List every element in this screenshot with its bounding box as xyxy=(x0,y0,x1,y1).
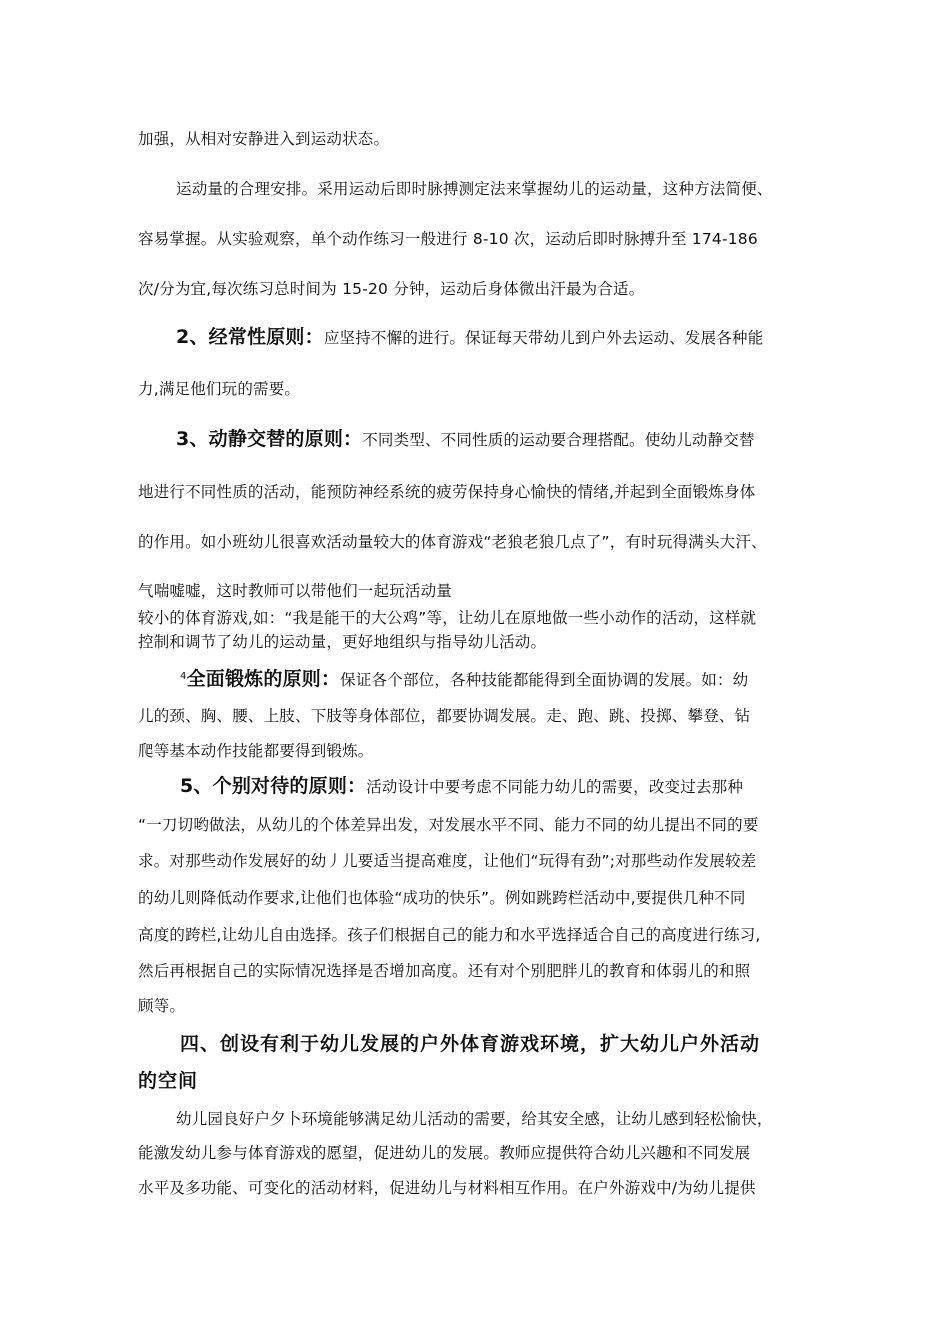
principle-text: 保证各个部位，各种技能都能得到全面协调的发展。如：幼 xyxy=(340,671,749,690)
text-line: 水平及多功能、可变化的活动材料，促进幼儿与材料相互作用。在户外游戏中/为幼儿提供 xyxy=(138,1179,756,1197)
text-line: 的作用。如小班幼儿很喜欢活动量较大的体育游戏“老狼老狼几点了”，有时玩得满头大汗、 xyxy=(138,533,767,551)
principle-5 xyxy=(180,775,743,798)
text-line: 幼儿园良好户夕卜环境能够满足幼儿活动的需要，给其安全感，让幼儿感到轻松愉快， xyxy=(176,1110,773,1128)
principle-text: 活动设计中要考虑不同能力幼儿的需要，改变过去那种 xyxy=(366,778,744,796)
text-line: 气喘嘘嘘，这时教师可以带他们一起玩活动量 xyxy=(138,582,453,600)
text-line: 的幼儿则降低动作要求,让他们也体验“成功的快乐”。例如跳跨栏活动中,要提供几种不同 xyxy=(138,889,746,907)
text-line: 儿的颈、胸、腰、上肢、下肢等身体部位，都要协调发展。走、跑、跳、投掷、攀登、钻 xyxy=(138,707,751,725)
principle-heading: 5、个别对待的原则： xyxy=(180,775,367,797)
text-line: 求。对那些动作发展好的幼丿儿要适当提高难度，让他们“玩得有劲”;对那些动作发展较差 xyxy=(138,852,757,870)
text-line: 能激发幼儿参与体育游戏的愿望，促进幼儿的发展。教师应提供符合幼儿兴趣和不同发展 xyxy=(138,1144,751,1162)
text-line: 运动量的合理安排。采用运动后即时脉搏测定法来掌握幼儿的运动量，这种方法简便、 xyxy=(176,180,773,198)
text-line: 次/分为宜,每次练习总时间为 15-20 分钟，运动后身体微出汗最为合适。 xyxy=(138,280,645,298)
text-line: “一刀切哟做法，从幼儿的个体差异出发，对发展水平不同、能力不同的幼儿提出不同的要 xyxy=(138,816,759,834)
text-line: 力,满足他们玩的需要。 xyxy=(138,380,301,398)
principle-text: 应坚持不懈的进行。保证每天带幼儿到户外去运动、发展各种能 xyxy=(323,329,764,347)
text-line: 加强，从相对安静进入到运动状态。 xyxy=(138,130,390,148)
principle-heading: 3、动静交替的原则： xyxy=(176,428,363,450)
principle-3 xyxy=(176,428,755,451)
principle-number: 4 xyxy=(180,671,187,682)
text-line: 容易掌握。从实验观察，单个动作练习一般进行 8-10 次，运动后即时脉搏升至 174-186 xyxy=(138,230,758,248)
text-line: 爬等基本动作技能都要得到锻炼。 xyxy=(138,742,374,760)
section-heading-cont: 的空间 xyxy=(138,1070,199,1092)
principle-4 xyxy=(180,666,748,691)
principle-heading: 全面锻炼的原则： xyxy=(186,668,341,691)
section-heading: 四、创设有利于幼儿发展的户外体育游戏环境，扩大幼儿户外活动 xyxy=(180,1033,761,1055)
text-line: 控制和调节了幼儿的运动量，更好地组织与指导幼儿活动。 xyxy=(138,633,547,651)
principle-heading: 2、经常性原则： xyxy=(176,326,324,348)
principle-text: 不同类型、不同性质的运动要合理搭配。使幼儿动静交替 xyxy=(362,431,755,449)
principle-2 xyxy=(176,326,763,349)
text-line: 较小的体育游戏,如：“我是能干的大公鸡”等，让幼儿在原地做一些小动作的活动，这样就 xyxy=(138,609,757,627)
text-line: 然后再根据自己的实际情况选择是否增加高度。还有对个别肥胖儿的教育和体弱儿的和照 xyxy=(138,962,751,980)
text-line: 高度的跨栏,让幼儿自由选择。孩子们根据自己的能力和水平选择适合自己的高度进行练习, xyxy=(138,926,761,944)
text-line: 地进行不同性质的活动，能预防神经系统的疲劳保持身心愉快的情绪,并起到全面锻炼身体 xyxy=(138,483,756,501)
text-line: 顾等。 xyxy=(138,997,186,1015)
